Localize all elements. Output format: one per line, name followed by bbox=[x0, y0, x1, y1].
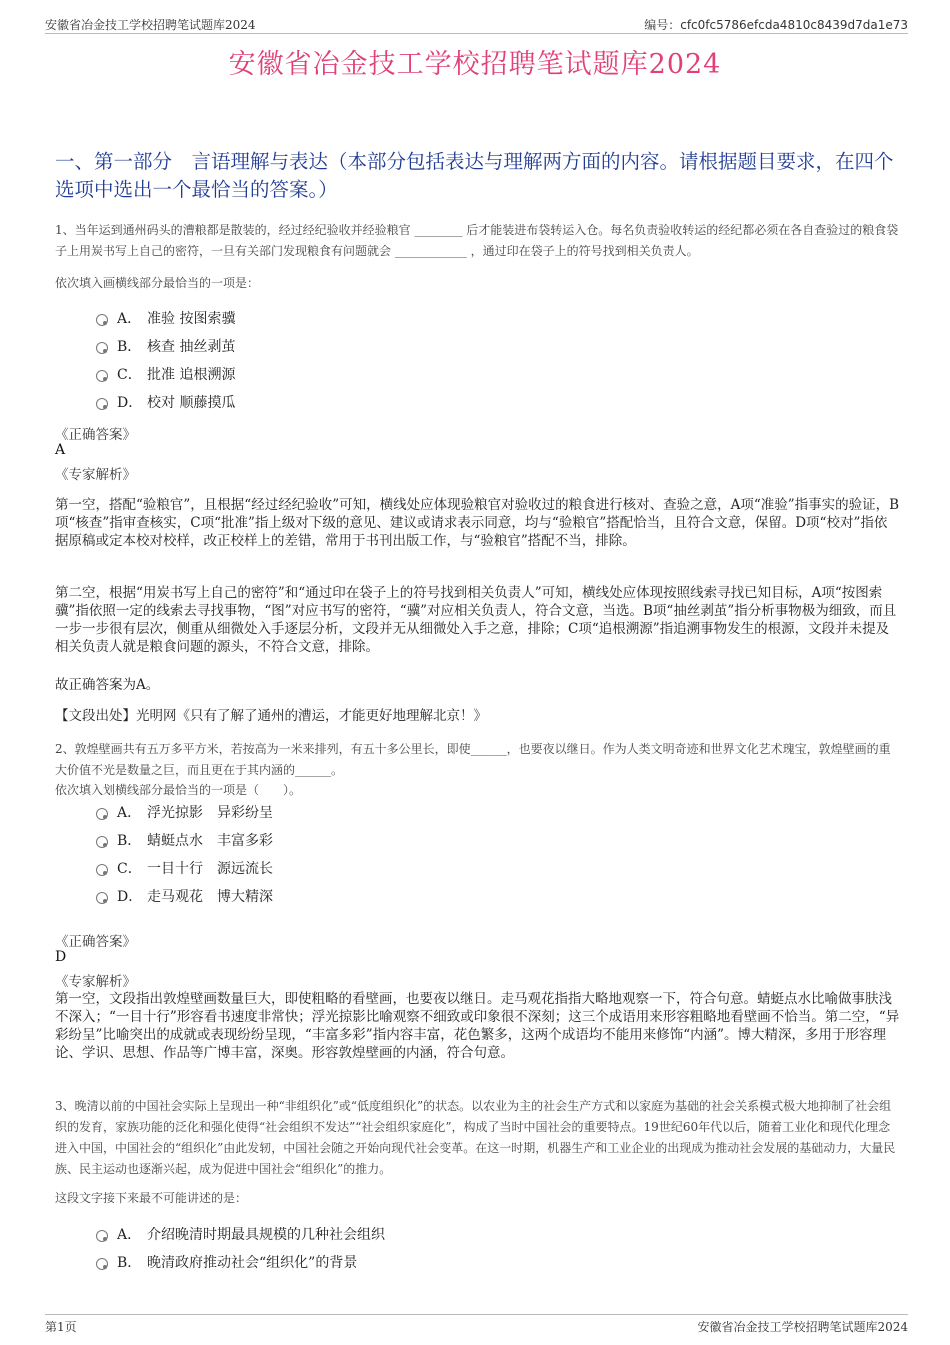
section-heading: 一、第一部分 言语理解与表达（本部分包括表达与理解两方面的内容。请根据题目要求，在四个选项中选出一个最恰当的答案。） bbox=[55, 150, 894, 201]
option-letter: D． bbox=[117, 395, 143, 411]
option-text: 晚清政府推动社会“组织化”的背景 bbox=[147, 1255, 358, 1271]
radio-button[interactable] bbox=[96, 808, 108, 820]
q2-option-a[interactable] bbox=[96, 800, 696, 828]
q1-option-b[interactable] bbox=[96, 334, 696, 362]
q2-prompt: 依次填入划横线部分最恰当的一项是（ ）。 bbox=[55, 783, 302, 797]
q3-stem: 3、晚清以前的中国社会实际上呈现出一种“非组织化”或“低度组织化”的状态。以农业为主的社会生产方式和以家庭为基础的社会关系模式极大地抑制了社会组织的发育，家族功能的泛化和强化使得“社会组织不发达”“社会组织家庭化”，构成了当时中国社会的重要特点。19世纪60年代以后，随着工业化和现代化理念进入中国，中国社会的“组织化”由此发轫，中国社会随之开始向现代社会变革。在这一时期，机器生产和工业企业的出现成为推动社会发展的基础动力，大量民族、民主运动也逐渐兴起，成为促进中国社会“组织化”的推力。 bbox=[55, 1099, 896, 1176]
header-id-value: cfc0fc5786efcda4810c8439d7da1e73 bbox=[680, 18, 908, 32]
document-title: 安徽省冶金技工学校招聘笔试题库2024 bbox=[228, 49, 722, 80]
q3-options bbox=[96, 1222, 696, 1278]
radio-button[interactable] bbox=[96, 342, 108, 354]
option-text: 蜻蜓点水 丰富多彩 bbox=[147, 833, 273, 849]
q1-answer: A bbox=[55, 442, 66, 458]
option-letter: D． bbox=[117, 889, 143, 905]
option-letter: A． bbox=[117, 311, 142, 327]
radio-button[interactable] bbox=[96, 314, 108, 326]
q2-answer-label: 《正确答案》 bbox=[55, 934, 136, 950]
option-letter: A． bbox=[117, 1227, 142, 1243]
option-letter: B． bbox=[117, 1255, 142, 1271]
q2-option-d[interactable] bbox=[96, 884, 696, 912]
q2-option-c[interactable] bbox=[96, 856, 696, 884]
q1-analysis-label: 《专家解析》 bbox=[55, 467, 136, 483]
q2-option-b[interactable] bbox=[96, 828, 696, 856]
option-text: 介绍晚清时期最具规模的几种社会组织 bbox=[147, 1227, 385, 1243]
q3-option-a[interactable] bbox=[96, 1222, 696, 1250]
q3-option-b[interactable] bbox=[96, 1250, 696, 1278]
q1-analysis-p1: 第一空，搭配“验粮官”，且根据“经过经纪验收”可知，横线处应体现验粮官对验收过的粮食进行核对、查验之意，A项“准验”指事实的验证，B项“核查”指审查核实，C项“批准”指上级对下级的意见、建议或请求表示同意，均与“验粮官”搭配恰当，且符合文意，保留。D项“校对”指依据原稿或定本校对校样，改正校样上的差错，常用于书刊出版工作，与“验粮官”搭配不当，排除。 bbox=[55, 497, 900, 549]
radio-button[interactable] bbox=[96, 1258, 108, 1270]
header-id bbox=[644, 16, 908, 33]
q1-option-d[interactable] bbox=[96, 390, 696, 418]
page-number-value: 1 bbox=[57, 1320, 65, 1334]
q1-stem: 1、当年运到通州码头的漕粮都是散装的，经过经纪验收并经验粮官 ________ 后才能装进布袋转运入仓。每名负责验收转运的经纪都必须在各自查验过的粮食袋子上用炭书写上自己的密符，一旦有关部门发现粮食有问题就会 ____________ ，通过印在袋子上的符号找到相关负责人。 bbox=[55, 223, 899, 258]
option-text: 浮光掠影 异彩纷呈 bbox=[147, 805, 273, 821]
option-text: 批准 追根溯源 bbox=[147, 367, 236, 383]
q2-answer: D bbox=[55, 949, 67, 965]
q2-analysis-p1: 第一空，文段指出敦煌壁画数量巨大，即使粗略的看壁画，也要夜以继日。走马观花指指大略地观察一下，符合句意。蜻蜓点水比喻做事肤浅不深入；“一目十行”形容看书速度非常快；浮光掠影比喻观察不细致或印象很不深刻；这三个成语用来形容粗略地看壁画不恰当。第二空，“异彩纷呈”比喻突出的成就或表现纷纷呈现，“丰富多彩”指内容丰富，花色繁多，这两个成语均不能用来修饰“内涵”。博大精深，多用于形容理论、学识、思想、作品等广博丰富，深奥。形容敦煌壁画的内涵，符合句意。 bbox=[55, 991, 900, 1061]
radio-button[interactable] bbox=[96, 892, 108, 904]
radio-button[interactable] bbox=[96, 370, 108, 382]
option-text: 校对 顺藤摸瓜 bbox=[147, 395, 236, 411]
radio-button[interactable] bbox=[96, 1230, 108, 1242]
footer-title: 安徽省冶金技工学校招聘笔试题库2024 bbox=[697, 1320, 908, 1334]
q1-options bbox=[96, 306, 696, 418]
q1-option-c[interactable] bbox=[96, 362, 696, 390]
q1-source: 【文段出处】光明网《只有了解了通州的漕运，才能更好地理解北京！》 bbox=[55, 708, 487, 724]
q1-prompt: 依次填入画横线部分最恰当的一项是： bbox=[55, 276, 260, 290]
q1-analysis-p2: 第二空，根据“用炭书写上自己的密符”和“通过印在袋子上的符号找到相关负责人”可知，横线处应体现按照线索寻找已知目标，A项“按图索骥”指依照一定的线索去寻找事物，“图”对应书写的密符，“骥”对应相关负责人，符合文意，当选。B项“抽丝剥茧”指分析事物极为细致，而且一步一步很有层次，侧重从细微处入手逐层分析，文段并无从细微处入手之意，排除；C项“追根溯源”指追溯事物发生的根源，文段并未提及相关负责人就是粮食问题的源头，不符合文意，排除。 bbox=[55, 585, 897, 655]
q1-analysis-p3: 故正确答案为A。 bbox=[55, 677, 160, 693]
radio-button[interactable] bbox=[96, 864, 108, 876]
option-letter: C． bbox=[117, 367, 142, 383]
option-letter: A． bbox=[117, 805, 142, 821]
option-text: 核查 抽丝剥茧 bbox=[147, 339, 236, 355]
radio-button[interactable] bbox=[96, 836, 108, 848]
q2-stem: 2、敦煌壁画共有五万多平方米，若按高为一米来排列，有五十多公里长，即使______，也要夜以继日。作为人类文明奇迹和世界文化艺术瑰宝，敦煌壁画的重大价值不光是数量之巨，而且更在于其内涵的______。 bbox=[55, 742, 891, 777]
q2-analysis-label: 《专家解析》 bbox=[55, 974, 136, 990]
header-id-label: 编号： bbox=[644, 18, 681, 32]
page-suffix: 页 bbox=[64, 1320, 77, 1334]
q1-answer-label: 《正确答案》 bbox=[55, 427, 136, 443]
page-prefix: 第 bbox=[45, 1320, 58, 1334]
q1-option-a[interactable] bbox=[96, 306, 696, 334]
option-text: 准验 按图索骥 bbox=[147, 311, 236, 327]
page-footer bbox=[45, 1314, 908, 1333]
option-text: 走马观花 博大精深 bbox=[147, 889, 273, 905]
option-letter: C． bbox=[117, 861, 142, 877]
radio-button[interactable] bbox=[96, 398, 108, 410]
q3-prompt: 这段文字接下来最不可能讲述的是： bbox=[55, 1191, 248, 1205]
option-letter: B． bbox=[117, 339, 142, 355]
option-letter: B． bbox=[117, 833, 142, 849]
page-header bbox=[45, 13, 908, 34]
header-title: 安徽省冶金技工学校招聘笔试题库2024 bbox=[45, 18, 256, 32]
option-text: 一目十行 源远流长 bbox=[147, 861, 273, 877]
q2-options bbox=[96, 800, 696, 912]
page-number bbox=[45, 1318, 77, 1335]
